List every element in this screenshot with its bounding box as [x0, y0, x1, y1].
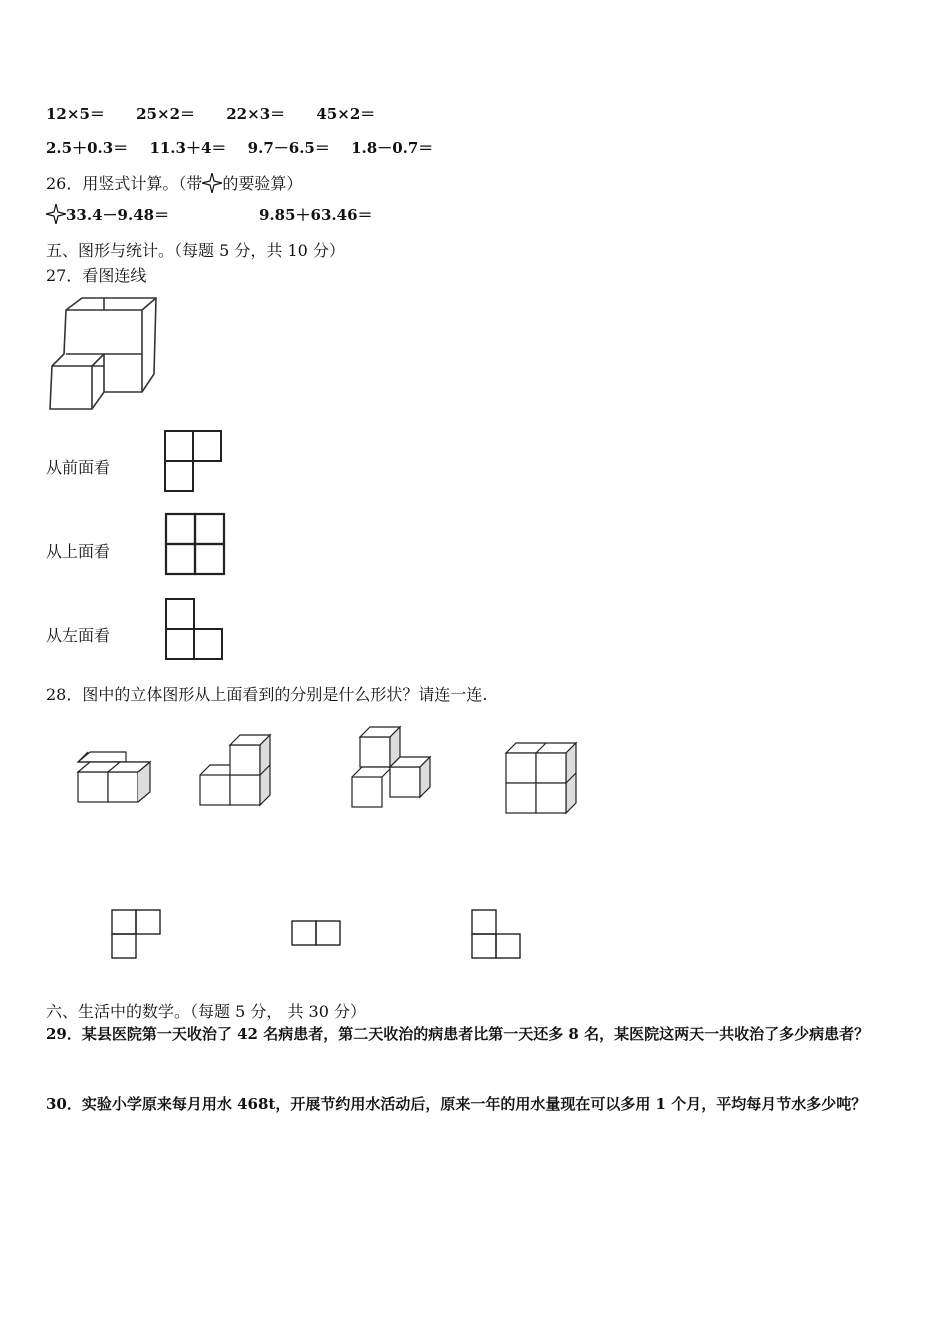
- plan-view-1[interactable]: [111, 909, 163, 961]
- view-shape-2[interactable]: [165, 513, 227, 577]
- solid-a[interactable]: [76, 750, 152, 806]
- q27-solid-figure: [44, 296, 160, 414]
- solid-b[interactable]: [198, 735, 274, 809]
- view-label-top: 从上面看: [46, 542, 111, 561]
- star-icon: [202, 173, 222, 193]
- solid-d[interactable]: [504, 743, 580, 817]
- q26-title: [46, 171, 302, 194]
- expr-1.8-0.7: 1.8－0.7＝: [351, 139, 434, 157]
- view-shape-1[interactable]: [164, 430, 224, 494]
- q28-title: 28．图中的立体图形从上面看到的分别是什么形状？请连一连.: [46, 685, 488, 704]
- plan-view-2[interactable]: [291, 920, 343, 948]
- plan-view-3[interactable]: [471, 909, 523, 961]
- view-label-front: 从前面看: [46, 458, 111, 477]
- expr-9.7-6.5: 9.7－6.5＝: [247, 139, 330, 157]
- solid-c[interactable]: [350, 727, 434, 809]
- q25-row1: [46, 103, 401, 124]
- expr-25x2: 25×2＝: [136, 105, 196, 123]
- star-icon: [46, 204, 66, 224]
- q26-expr-row: [46, 204, 373, 225]
- view-shape-3[interactable]: [165, 598, 225, 662]
- section5-title: 五、图形与统计。（每题 5 分，共 10 分）: [46, 241, 345, 260]
- q27-title: 27．看图连线: [46, 266, 147, 285]
- q29-text: 29．某县医院第一天收治了 42 名病患者，第二天收治的病患者比第一天还多 8 名，某医院这两天一共收治了多少病患者？: [46, 1025, 870, 1043]
- q26-expr1: 33.4－9.48＝: [66, 206, 170, 224]
- expr-22x3: 22×3＝: [226, 105, 286, 123]
- expr-45x2: 45×2＝: [316, 105, 376, 123]
- section6-title: 六、生活中的数学。（每题 5 分， 共 30 分）: [46, 1002, 366, 1021]
- view-label-left: 从左面看: [46, 626, 111, 645]
- q25-row2: [46, 137, 459, 158]
- q26-expr2: 9.85＋63.46＝: [259, 206, 373, 224]
- q30-text: 30．实验小学原来每月用水 468t，开展节约用水活动后，原来一年的用水量现在可以多用 1 个月，平均每月节水多少吨？: [46, 1095, 867, 1113]
- expr-11.3+4: 11.3＋4＝: [149, 139, 227, 157]
- expr-12x5: 12×5＝: [46, 105, 105, 123]
- q26-title-before: 26．用竖式计算。（带: [46, 174, 203, 193]
- expr-2.5+0.3: 2.5＋0.3＝: [46, 139, 129, 157]
- q26-title-after: 的要验算）: [222, 174, 303, 193]
